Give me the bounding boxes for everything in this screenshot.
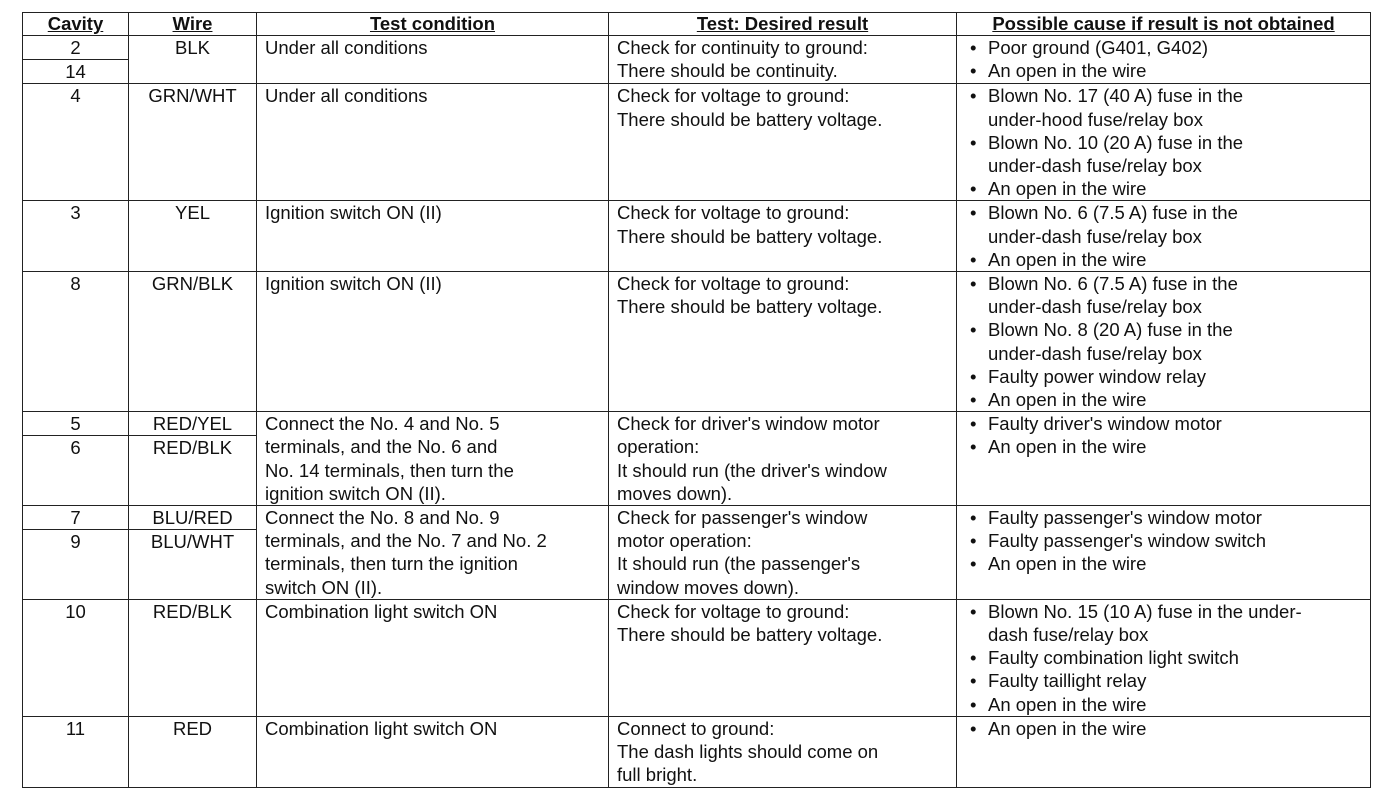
cause-list-item: [969, 506, 1366, 529]
cause-list-item: [969, 693, 1366, 716]
cavity-number: 3: [70, 202, 81, 224]
cause-list-item: [969, 669, 1366, 692]
cause-list-item: [969, 59, 1366, 82]
possible-cause-cell: [957, 36, 1371, 84]
wire-color: GRN/WHT: [148, 85, 237, 107]
table-row: [23, 201, 1371, 272]
cause-text: Blown No. 10 (20 A) fuse in the: [988, 131, 1244, 153]
cavity-cell: [23, 36, 129, 84]
test-condition-text: Combination light switch ON: [265, 600, 498, 622]
cause-text: under-dash fuse/relay box: [988, 225, 1202, 247]
bullet-icon: •: [970, 389, 977, 411]
header-possible-cause: Possible cause if result is not obtained: [957, 13, 1371, 36]
desired-result-text: Check for voltage to ground:: [617, 202, 850, 224]
cause-list-item: [969, 365, 1366, 388]
table-body: [23, 36, 1371, 788]
desired-result-text: operation:: [617, 436, 700, 458]
bullet-icon: •: [970, 413, 977, 435]
test-condition-cell: [257, 716, 609, 787]
desired-result-cell: [609, 412, 957, 506]
cause-text: Blown No. 6 (7.5 A) fuse in the: [988, 273, 1238, 295]
test-condition-text: Ignition switch ON (II): [265, 202, 442, 224]
cause-list-item: [969, 600, 1366, 646]
cause-list-item: [969, 529, 1366, 552]
cause-text: Blown No. 15 (10 A) fuse in the under-: [988, 600, 1302, 622]
cavity-number: 11: [65, 717, 86, 739]
cause-text: An open in the wire: [988, 389, 1147, 411]
cause-list-item: [969, 412, 1366, 435]
cause-text: Faulty power window relay: [988, 365, 1206, 387]
cavity-cell: [23, 506, 129, 600]
possible-cause-cell: [957, 716, 1371, 787]
test-condition-cell: [257, 84, 609, 201]
wire-color: YEL: [175, 202, 210, 224]
cavity-cell: [23, 599, 129, 716]
wire-cell: [129, 36, 257, 84]
test-condition-cell: [257, 412, 609, 506]
desired-result-text: Check for voltage to ground:: [617, 600, 850, 622]
bullet-icon: •: [970, 507, 977, 529]
cause-text: An open in the wire: [988, 553, 1147, 575]
header-wire: Wire: [129, 13, 257, 36]
test-condition-text: No. 14 terminals, then turn the: [265, 459, 514, 481]
test-condition-text: switch ON (II).: [265, 576, 383, 598]
bullet-icon: •: [970, 365, 977, 387]
cause-text: under-dash fuse/relay box: [988, 342, 1202, 364]
cause-text: An open in the wire: [988, 693, 1147, 715]
bullet-icon: •: [970, 693, 977, 715]
cause-text: Faulty passenger's window switch: [988, 530, 1267, 552]
cause-list-item: [969, 84, 1366, 130]
cavity-cell: [23, 716, 129, 787]
wire-cell: [129, 272, 257, 412]
cause-text: Blown No. 6 (7.5 A) fuse in the: [988, 202, 1238, 224]
cavity-number: 6: [70, 437, 81, 459]
bullet-icon: •: [970, 600, 977, 622]
table-row: [23, 272, 1371, 412]
desired-result-text: There should be battery voltage.: [617, 624, 883, 646]
cavity-number: 14: [65, 61, 86, 83]
cause-text: An open in the wire: [988, 248, 1147, 270]
wiring-test-table: [22, 12, 1371, 788]
cause-list-item: [969, 131, 1366, 177]
header-test-condition: Test condition: [257, 13, 609, 36]
test-condition-cell: [257, 272, 609, 412]
cause-text: An open in the wire: [988, 178, 1147, 200]
cause-text: under-hood fuse/relay box: [988, 108, 1203, 130]
possible-cause-cell: [957, 201, 1371, 272]
bullet-icon: •: [970, 85, 977, 107]
test-condition-text: terminals, and the No. 7 and No. 2: [265, 530, 547, 552]
bullet-icon: •: [970, 273, 977, 295]
desired-result-text: Check for continuity to ground:: [617, 37, 868, 58]
test-condition-text: terminals, then turn the ignition: [265, 553, 518, 575]
desired-result-cell: [609, 84, 957, 201]
bullet-icon: •: [970, 37, 977, 58]
bullet-icon: •: [970, 717, 977, 739]
cause-list-item: [969, 435, 1366, 458]
desired-result-text: The dash lights should come on: [617, 741, 879, 763]
test-condition-text: Under all conditions: [265, 85, 428, 107]
cavity-cell: [23, 84, 129, 201]
bullet-icon: •: [970, 319, 977, 341]
table-row: [23, 412, 1371, 506]
wire-color: GRN/BLK: [151, 273, 234, 295]
wire-color: BLU/WHT: [150, 531, 235, 553]
cause-text: Blown No. 17 (40 A) fuse in the: [988, 85, 1244, 107]
desired-result-cell: [609, 272, 957, 412]
wire-color: RED/BLK: [152, 600, 233, 622]
test-condition-text: Connect the No. 8 and No. 9: [265, 507, 500, 529]
desired-result-cell: [609, 36, 957, 84]
desired-result-text: motor operation:: [617, 530, 752, 552]
header-desired-result: Test: Desired result: [609, 13, 957, 36]
cavity-number: 7: [23, 506, 128, 530]
cause-text: An open in the wire: [988, 60, 1147, 82]
wire-cell: [129, 716, 257, 787]
cause-text: Poor ground (G401, G402): [988, 37, 1209, 58]
bullet-icon: •: [970, 131, 977, 153]
cause-list-item: [969, 201, 1366, 247]
desired-result-cell: [609, 716, 957, 787]
cause-text: under-dash fuse/relay box: [988, 155, 1202, 177]
desired-result-text: There should be battery voltage.: [617, 108, 883, 130]
table-row: [23, 716, 1371, 787]
bullet-icon: •: [970, 530, 977, 552]
test-condition-cell: [257, 506, 609, 600]
wire-cell: [129, 201, 257, 272]
cavity-cell: [23, 272, 129, 412]
desired-result-text: Check for voltage to ground:: [617, 85, 850, 107]
table-row: [23, 506, 1371, 600]
cause-list-item: [969, 318, 1366, 364]
bullet-icon: •: [970, 436, 977, 458]
cause-text: Blown No. 8 (20 A) fuse in the: [988, 319, 1233, 341]
wire-color: BLU/RED: [129, 506, 256, 530]
test-condition-cell: [257, 201, 609, 272]
cause-list-item: [969, 646, 1366, 669]
cause-text: dash fuse/relay box: [988, 624, 1149, 646]
desired-result-text: Connect to ground:: [617, 717, 775, 739]
table-row: [23, 84, 1371, 201]
desired-result-text: full bright.: [617, 764, 698, 786]
cause-list-item: [969, 272, 1366, 318]
table-row: [23, 36, 1371, 84]
test-condition-cell: [257, 599, 609, 716]
cavity-cell: [23, 412, 129, 506]
desired-result-cell: [609, 201, 957, 272]
wire-color: RED: [172, 717, 213, 739]
cavity-number: 2: [23, 36, 128, 60]
cavity-number: 5: [23, 412, 128, 436]
bullet-icon: •: [970, 647, 977, 669]
desired-result-cell: [609, 506, 957, 600]
cavity-cell: [23, 201, 129, 272]
possible-cause-cell: [957, 412, 1371, 506]
possible-cause-cell: [957, 506, 1371, 600]
test-condition-cell: [257, 36, 609, 84]
desired-result-text: It should run (the driver's window: [617, 459, 887, 481]
cavity-number: 10: [65, 600, 86, 622]
possible-cause-cell: [957, 84, 1371, 201]
cause-text: An open in the wire: [988, 436, 1147, 458]
cavity-number: 9: [70, 531, 81, 553]
cause-list-item: [969, 248, 1366, 271]
possible-cause-cell: [957, 272, 1371, 412]
wire-color: RED/BLK: [152, 437, 233, 459]
wire-cell: [129, 412, 257, 506]
desired-result-text: There should be continuity.: [617, 60, 838, 82]
cause-text: Faulty driver's window motor: [988, 413, 1222, 435]
test-condition-text: Ignition switch ON (II): [265, 273, 442, 295]
desired-result-text: There should be battery voltage.: [617, 296, 883, 318]
cavity-number: 8: [70, 273, 81, 295]
bullet-icon: •: [970, 553, 977, 575]
header-row: [23, 13, 1371, 36]
cause-text: Faulty passenger's window motor: [988, 507, 1262, 529]
desired-result-text: Check for voltage to ground:: [617, 273, 850, 295]
bullet-icon: •: [970, 670, 977, 692]
desired-result-text: There should be battery voltage.: [617, 225, 883, 247]
bullet-icon: •: [970, 202, 977, 224]
wire-color: RED/YEL: [129, 412, 256, 436]
wire-cell: [129, 84, 257, 201]
wire-color: BLK: [175, 37, 210, 58]
wire-cell: [129, 506, 257, 600]
cause-list-item: [969, 36, 1366, 59]
cause-text: Faulty taillight relay: [988, 670, 1147, 692]
test-condition-text: Connect the No. 4 and No. 5: [265, 413, 500, 435]
possible-cause-cell: [957, 599, 1371, 716]
cause-list-item: [969, 552, 1366, 575]
wire-cell: [129, 599, 257, 716]
cause-text: under-dash fuse/relay box: [988, 296, 1202, 318]
test-condition-text: terminals, and the No. 6 and: [265, 436, 498, 458]
cause-text: Faulty combination light switch: [988, 647, 1239, 669]
test-condition-text: Combination light switch ON: [265, 717, 498, 739]
desired-result-text: moves down).: [617, 482, 733, 504]
test-condition-text: Under all conditions: [265, 37, 428, 58]
bullet-icon: •: [970, 248, 977, 270]
bullet-icon: •: [970, 60, 977, 82]
desired-result-text: It should run (the passenger's: [617, 553, 861, 575]
desired-result-text: Check for passenger's window: [617, 507, 868, 529]
desired-result-text: Check for driver's window motor: [617, 413, 880, 435]
cause-list-item: [969, 388, 1366, 411]
bullet-icon: •: [970, 178, 977, 200]
test-condition-text: ignition switch ON (II).: [265, 482, 446, 504]
cause-text: An open in the wire: [988, 717, 1147, 739]
table-row: [23, 599, 1371, 716]
cause-list-item: [969, 717, 1366, 740]
header-cavity: Cavity: [23, 13, 129, 36]
desired-result-cell: [609, 599, 957, 716]
cause-list-item: [969, 177, 1366, 200]
cavity-number: 4: [70, 85, 81, 107]
desired-result-text: window moves down).: [617, 576, 799, 598]
